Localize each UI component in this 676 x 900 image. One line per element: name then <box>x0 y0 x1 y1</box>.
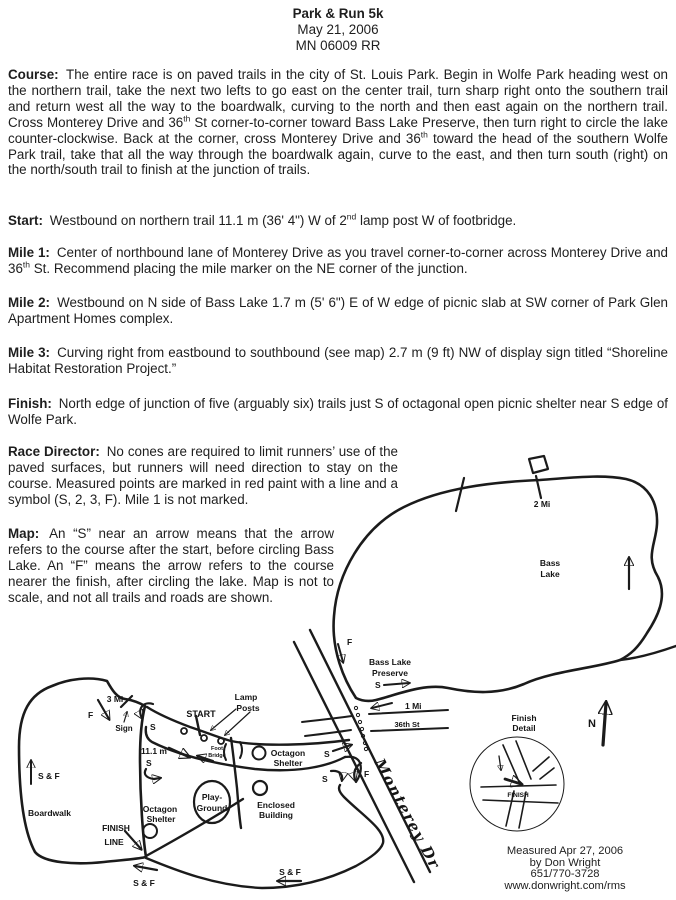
west-octagon-label-1: Octagon <box>142 804 178 814</box>
ne-start-south-hook-arrow <box>331 771 342 780</box>
lake-north-branch-trail <box>456 478 464 511</box>
south-trail-sf-label: S & F <box>279 867 301 877</box>
preserve-label-2: Preserve <box>372 668 408 678</box>
two-mile-flag <box>529 456 548 473</box>
mile3-paragraph <box>8 345 668 377</box>
east-octagon-label-1: Octagon <box>270 748 306 758</box>
start-point-label: START <box>186 709 216 719</box>
monterey-drive-west-edge <box>294 642 414 882</box>
mile2-label: Mile 2: <box>8 295 51 310</box>
nw-finish-direction-label: F <box>88 710 94 720</box>
race-director-label: Race Director: <box>8 444 100 459</box>
lamp-posts-label-2: Posts <box>236 703 260 713</box>
finish-line-label-2: LINE <box>104 837 124 847</box>
mile3-text: Curving right from eastbound to southbound (see map) 2.7 m (9 ft) NW of display sign titled “Shoreline Habitat Restoration Project.” <box>8 345 668 376</box>
north-indicator-label: N <box>588 718 596 730</box>
preserve-start-direction-arrow <box>384 683 409 685</box>
junction-sf-label: S & F <box>133 878 155 888</box>
ne-start-south-label: S <box>322 774 328 784</box>
fd-trail-west-1 <box>481 785 556 787</box>
mile1-paragraph <box>8 245 668 277</box>
foot-bridge-rail-west <box>224 744 226 760</box>
finish-detail-title-1: Finish <box>511 713 537 723</box>
sign-label: Sign <box>115 724 133 733</box>
preserve-start-direction-label: S <box>375 680 381 690</box>
ne-finish-south-label: F <box>364 769 370 779</box>
fd-trail-west-2 <box>483 800 558 803</box>
finish-paragraph <box>8 396 668 428</box>
sign-pointer-arrow <box>124 712 127 722</box>
map-note-label: Map: <box>8 526 40 541</box>
boardwalk-direction-label: S & F <box>38 771 60 781</box>
enclosed-building-label-1: Enclosed <box>257 800 295 810</box>
finish-detail-title-2: Detail <box>512 723 536 733</box>
three-mile-label: 3 Mi <box>106 694 124 704</box>
start-offset-arrow <box>169 748 189 757</box>
bass-lake-label-1: Bass <box>539 558 561 568</box>
one-mile-label: 1 Mi <box>405 701 422 711</box>
course-text: The entire race is on paved trails in the city of St. Louis Park. Begin in Wolfe Park heading west on the northern trail, take the next two lefts to go east on the center trail, turn sharp right onto the southern trail and return west all the way to the boardwalk, curving to the north and then east again on the northern trail. Cross Monterey Drive and 36th St corner-to-corner toward Bass Lake Preserve, then turn right to circle the lake counter-clockwise. Back at the corner, cross Monterey Drive and 36th toward the head of the southern Wolfe Park trail, take that all the way through the boardwalk again, curve to the east, and then turn south (right) on the north/south trail to finish at the junction of trails. <box>8 67 668 178</box>
west-octagon-shelter <box>143 824 157 838</box>
two-mile-label: 2 Mi <box>533 499 551 509</box>
one-mile-arrow <box>372 703 392 708</box>
east-octagon-label-2: Shelter <box>273 758 303 768</box>
center-trail-start-label: S <box>146 758 152 768</box>
west-vertex-start-label: S <box>150 722 156 732</box>
junction-sf-arrow <box>135 866 157 870</box>
enclosed-building-outline <box>253 781 267 795</box>
fd-trail-ne-stub-2 <box>540 768 554 779</box>
foot-bridge-label-2: Bridge <box>208 753 226 759</box>
measurement-credits <box>440 846 676 892</box>
playground-label-1: Play- <box>201 792 223 802</box>
36th-st-west-upper <box>302 716 352 722</box>
center-trail-start-hook-arrow <box>145 769 160 779</box>
lake-finish-direction-label: F <box>347 637 353 647</box>
certification-id: MN 06009 RR <box>295 37 381 53</box>
finish-text: North edge of junction of five (arguably six) trails just S of octagonal open picnic shelter near S edge of Wolfe Park. <box>8 396 668 427</box>
course-map <box>0 440 676 900</box>
start-text: Westbound on northern trail 11.1 m (36' 4") W of 2nd lamp post W of footbridge. <box>45 211 517 228</box>
finish-label: Finish: <box>8 396 52 411</box>
lake-trail-east-extension <box>620 646 676 660</box>
mile2-paragraph <box>8 295 668 327</box>
monterey-drive-label: Monterey Dr <box>370 755 445 873</box>
corner-to-corner-crossing-dots <box>354 706 367 750</box>
36th-st-west-lower <box>305 730 351 736</box>
finish-line-pointer-arrow <box>125 831 141 849</box>
ne-start-crossing-label: S <box>324 749 330 759</box>
finish-line-label-1: FINISH <box>102 823 130 833</box>
map-note-text: An “S” near an arrow means that the arrow refers to the course after the start, before circling Bass Lake. An “F” means the arrow refers to the course nearer the finish, after circling the lake. Map is not to scale, and not all trails and roads are shown. <box>8 526 334 605</box>
document-title: Park & Run 5k <box>292 6 384 21</box>
course-label: Course: <box>8 67 59 82</box>
lamp-post-1 <box>181 728 187 734</box>
mile3-label: Mile 3: <box>8 345 51 360</box>
fd-trail-nne-2 <box>516 741 531 779</box>
mile1-label: Mile 1: <box>8 245 50 260</box>
course-paragraph <box>8 67 668 178</box>
lamp-post-2 <box>201 735 207 741</box>
start-label: Start: <box>8 213 43 228</box>
playground-outline <box>194 781 230 823</box>
credit-line-phone: 651/770-3728 <box>530 868 600 881</box>
bass-lake-label-2: Lake <box>540 569 560 579</box>
race-director-text: No cones are required to limit runners’ use of the paved surfaces, but runners will need direction to stay on the course. Measured points are marked in red paint with a line and a symbol (S, 2, 3, F). Mile 1 is not marked. <box>8 444 398 507</box>
36th-st-label: 36th St <box>394 720 420 729</box>
lamp-posts-label-1: Lamp <box>234 692 258 702</box>
credit-line-author: by Don Wright <box>529 856 601 869</box>
mile1-text: Center of northbound lane of Monterey Drive as you travel corner-to-corner across Monterey Drive and 36th St. Recommend placing the mile marker on the NE corner of the junction. <box>8 245 668 276</box>
foot-bridge-label-1: Foot <box>211 746 223 752</box>
preserve-label-1: Bass Lake <box>368 657 412 667</box>
fd-approach-arrow <box>499 756 501 770</box>
credit-line-website: www.donwright.com/rms <box>504 879 626 892</box>
north-indicator-arrow <box>603 703 606 745</box>
enclosed-building-label-2: Building <box>259 810 293 820</box>
document-header <box>0 6 676 53</box>
center-trail <box>146 727 345 770</box>
west-octagon-label-2: Shelter <box>146 814 176 824</box>
mile2-text: Westbound on N side of Bass Lake 1.7 m (5' 6") E of W edge of picnic slab at SW corner of Park Glen Apartment Homes complex. <box>8 295 669 326</box>
fd-trail-ne-stub-1 <box>533 757 549 771</box>
north-south-trail <box>231 738 241 828</box>
credit-line-measured: Measured Apr 27, 2006 <box>506 845 624 857</box>
start-offset-label: 11.1 m <box>141 746 167 756</box>
playground-label-2: Ground <box>196 803 228 813</box>
east-octagon-shelter <box>253 747 266 760</box>
foot-bridge-rail-east <box>240 742 242 758</box>
boardwalk-label: Boardwalk <box>28 808 71 818</box>
document-date: May 21, 2006 <box>297 21 379 37</box>
fd-finish-label: FINISH <box>507 792 529 799</box>
start-paragraph <box>8 213 668 229</box>
